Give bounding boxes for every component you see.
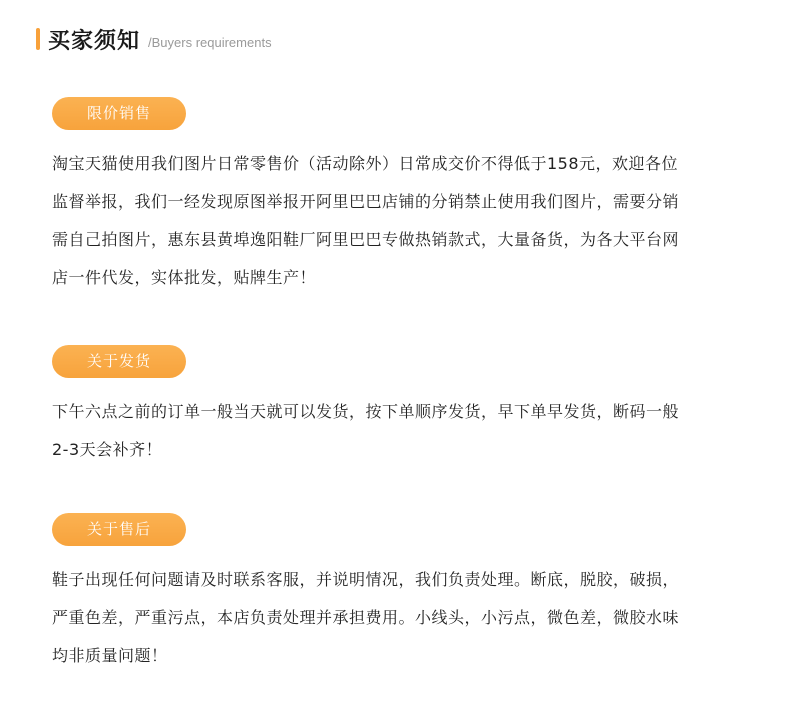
header-accent-bar bbox=[36, 28, 40, 50]
paragraph-line: 鞋子出现任何问题请及时联系客服，并说明情况，我们负责处理。断底，脱胶，破损， bbox=[52, 570, 680, 589]
paragraph-line: 监督举报，我们一经发现原图举报开阿里巴巴店铺的分销禁止使用我们图片，需要分销 bbox=[52, 192, 680, 211]
section-body-after-sales bbox=[52, 561, 752, 675]
section-price-limit bbox=[52, 97, 752, 297]
paragraph-line: 需自己拍图片，惠东县黄埠逸阳鞋厂阿里巴巴专做热销款式，大量备货，为各大平台网 bbox=[52, 230, 680, 249]
section-label-shipping: 关于发货 bbox=[52, 345, 186, 378]
section-after-sales bbox=[52, 513, 752, 675]
paragraph-line: 2-3天会补齐！ bbox=[52, 440, 163, 459]
section-body-shipping bbox=[52, 393, 752, 469]
paragraph-line: 店一件代发，实体批发，贴牌生产！ bbox=[52, 268, 317, 287]
paragraph-line: 均非质量问题！ bbox=[52, 646, 168, 665]
section-shipping bbox=[52, 345, 752, 469]
page-subtitle: /Buyers requirements bbox=[148, 34, 272, 50]
section-label-price-limit: 限价销售 bbox=[52, 97, 186, 130]
page-title: 买家须知 bbox=[48, 28, 141, 54]
section-label-after-sales: 关于售后 bbox=[52, 513, 186, 546]
paragraph-line: 下午六点之前的订单一般当天就可以发货，按下单顺序发货，早下单早发货，断码一般 bbox=[52, 402, 680, 421]
section-body-price-limit bbox=[52, 145, 752, 297]
paragraph-line: 淘宝天猫使用我们图片日常零售价（活动除外）日常成交价不得低于158元，欢迎各位 bbox=[52, 154, 679, 173]
page-header bbox=[36, 24, 272, 54]
paragraph-line: 严重色差，严重污点，本店负责处理并承担费用。小线头，小污点，微色差，微胶水味 bbox=[52, 608, 680, 627]
